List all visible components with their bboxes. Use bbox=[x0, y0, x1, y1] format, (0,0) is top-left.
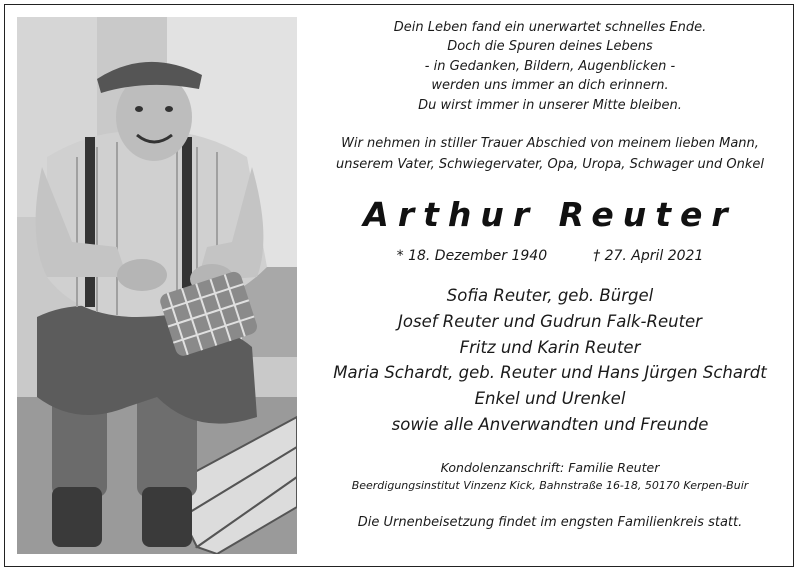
portrait-photo-drawing bbox=[17, 17, 297, 554]
deceased-name: Arthur Reuter bbox=[363, 195, 737, 235]
poem-line: werden uns immer an dich erinnern. bbox=[431, 78, 669, 94]
poem-line: Du wirst immer in unserer Mitte bleiben. bbox=[418, 97, 682, 113]
birth-date: * 18. Dezember 1940 bbox=[396, 248, 548, 265]
farewell-intro bbox=[312, 133, 788, 175]
mourner-line: Sofia Reuter, geb. Bürgel bbox=[446, 286, 654, 306]
obituary-text bbox=[312, 12, 788, 532]
mourners-list bbox=[312, 283, 788, 438]
memorial-poem bbox=[312, 18, 788, 115]
portrait-photo bbox=[17, 17, 297, 554]
mourner-line: Josef Reuter und Gudrun Falk-Reuter bbox=[398, 311, 702, 331]
life-dates bbox=[312, 247, 788, 265]
funeral-note: Die Urnenbeisetzung findet im engsten Familienkreis statt. bbox=[357, 514, 743, 530]
mourner-line: sowie alle Anverwandten und Freunde bbox=[391, 415, 709, 435]
mourner-line: Fritz und Karin Reuter bbox=[459, 337, 641, 357]
intro-line: unserem Vater, Schwiegervater, Opa, Uropa, Schwager und Onkel bbox=[335, 157, 765, 173]
poem-line: Doch die Spuren deines Lebens bbox=[447, 39, 653, 55]
poem-line: Dein Leben fand ein unerwartet schnelles Ende. bbox=[393, 20, 707, 35]
condolence-address bbox=[312, 458, 788, 494]
mourner-line: Maria Schardt, geb. Reuter und Hans Jürgen Schardt bbox=[333, 363, 767, 383]
funeral-home-address: Beerdigungsinstitut Vinzenz Kick, Bahnstraße 16-18, 50170 Kerpen-Buir bbox=[351, 478, 749, 492]
mourner-line: Enkel und Urenkel bbox=[474, 389, 626, 409]
death-date: † 27. April 2021 bbox=[593, 248, 704, 265]
condolence-label: Kondolenzanschrift: Familie Reuter bbox=[440, 459, 660, 475]
poem-line: - in Gedanken, Bildern, Augenblicken - bbox=[424, 58, 676, 74]
intro-line: Wir nehmen in stiller Trauer Abschied von meinem lieben Mann, bbox=[341, 136, 759, 152]
